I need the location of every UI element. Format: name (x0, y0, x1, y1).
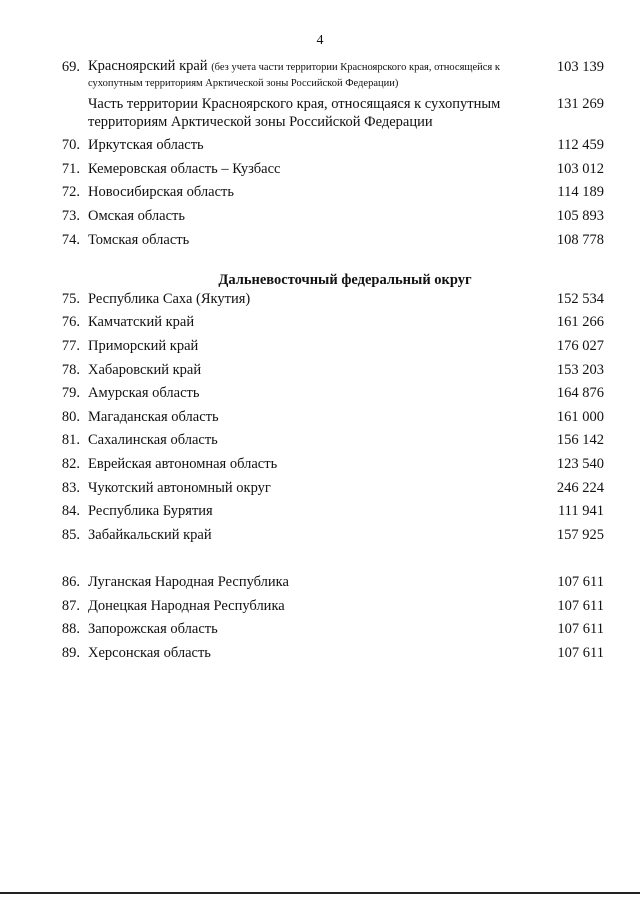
region-name: Омская область (88, 208, 185, 224)
row-value: 157 925 (556, 527, 604, 543)
row-value: 131 269 (556, 96, 604, 112)
row-number: 89. (61, 645, 80, 661)
row-number: 79. (61, 385, 80, 401)
row-number: 71. (61, 161, 80, 177)
row-value: 153 203 (556, 362, 604, 378)
row-number: 76. (61, 314, 80, 330)
page-number: 4 (316, 33, 324, 48)
row-number: 69. (61, 59, 80, 75)
row-value: 107 611 (557, 645, 604, 661)
row-number: 81. (61, 432, 80, 448)
region-name: Томская область (88, 232, 190, 248)
row-number: 73. (61, 208, 80, 224)
row-value: 108 778 (556, 232, 604, 248)
region-name: Хабаровский край (88, 362, 202, 378)
row-number: 80. (61, 409, 80, 425)
page-bottom-edge (0, 892, 640, 894)
region-name: Магаданская область (88, 409, 219, 425)
row-value: 105 893 (556, 208, 604, 224)
row-number: 70. (61, 137, 80, 153)
region-note: (без учета части территории Красноярского края, относящейся к сухопутным территориям Арктической зоны Российской Федерации) (88, 62, 500, 89)
row-value: 152 534 (556, 291, 604, 307)
row-number: 82. (61, 456, 80, 472)
row-number: 88. (61, 621, 80, 637)
row-value: 114 189 (557, 184, 604, 200)
region-name: Забайкальский край (88, 527, 212, 543)
row-value: 161 000 (556, 409, 604, 425)
region-name: Амурская область (88, 385, 200, 401)
row-value: 123 540 (556, 456, 604, 472)
row-value: 176 027 (556, 338, 604, 354)
row-number: 75. (61, 291, 80, 307)
region-name: Еврейская автономная область (88, 456, 278, 472)
row-number: 72. (61, 184, 80, 200)
region-name: Камчатский край (88, 314, 195, 330)
row-value: 107 611 (557, 598, 604, 614)
region-name: Кемеровская область – Кузбасс (88, 161, 281, 177)
row-number: 86. (61, 574, 80, 590)
row-number: 77. (61, 338, 80, 354)
region-name: Запорожская область (88, 621, 218, 637)
row-number: 85. (61, 527, 80, 543)
row-value: 156 142 (556, 432, 604, 448)
row-value: 103 139 (556, 59, 604, 75)
region-name: Республика Саха (Якутия) (88, 291, 251, 307)
row-value: 164 876 (556, 385, 604, 401)
region-name: Часть территории Красноярского края, относящаяся к сухопутным территориям Арктической зоны Российской Федерации (88, 96, 501, 130)
region-name: Херсонская область (88, 645, 211, 661)
row-number: 83. (61, 480, 80, 496)
row-number: 78. (61, 362, 80, 378)
row-value: 112 459 (557, 137, 604, 153)
section-heading: Дальневосточный федеральный округ (218, 272, 472, 288)
row-value: 246 224 (556, 480, 604, 496)
row-number: 84. (61, 503, 80, 519)
row-value: 111 941 (557, 503, 604, 519)
region-name: Сахалинская область (88, 432, 218, 448)
row-value: 161 266 (556, 314, 604, 330)
region-name: Республика Бурятия (88, 503, 213, 519)
row-number: 87. (61, 598, 80, 614)
region-name (88, 59, 538, 91)
row-value: 103 012 (556, 161, 604, 177)
region-name: Чукотский автономный округ (88, 480, 271, 496)
row-value: 107 611 (557, 574, 604, 590)
region-name: Иркутская область (88, 137, 204, 153)
region-name-main: Красноярский край (88, 58, 208, 74)
region-name: Новосибирская область (88, 184, 234, 200)
region-name: Приморский край (88, 338, 199, 354)
region-name: Донецкая Народная Республика (88, 598, 285, 614)
row-number: 74. (61, 232, 80, 248)
row-value: 107 611 (557, 621, 604, 637)
region-name: Луганская Народная Республика (88, 574, 289, 590)
